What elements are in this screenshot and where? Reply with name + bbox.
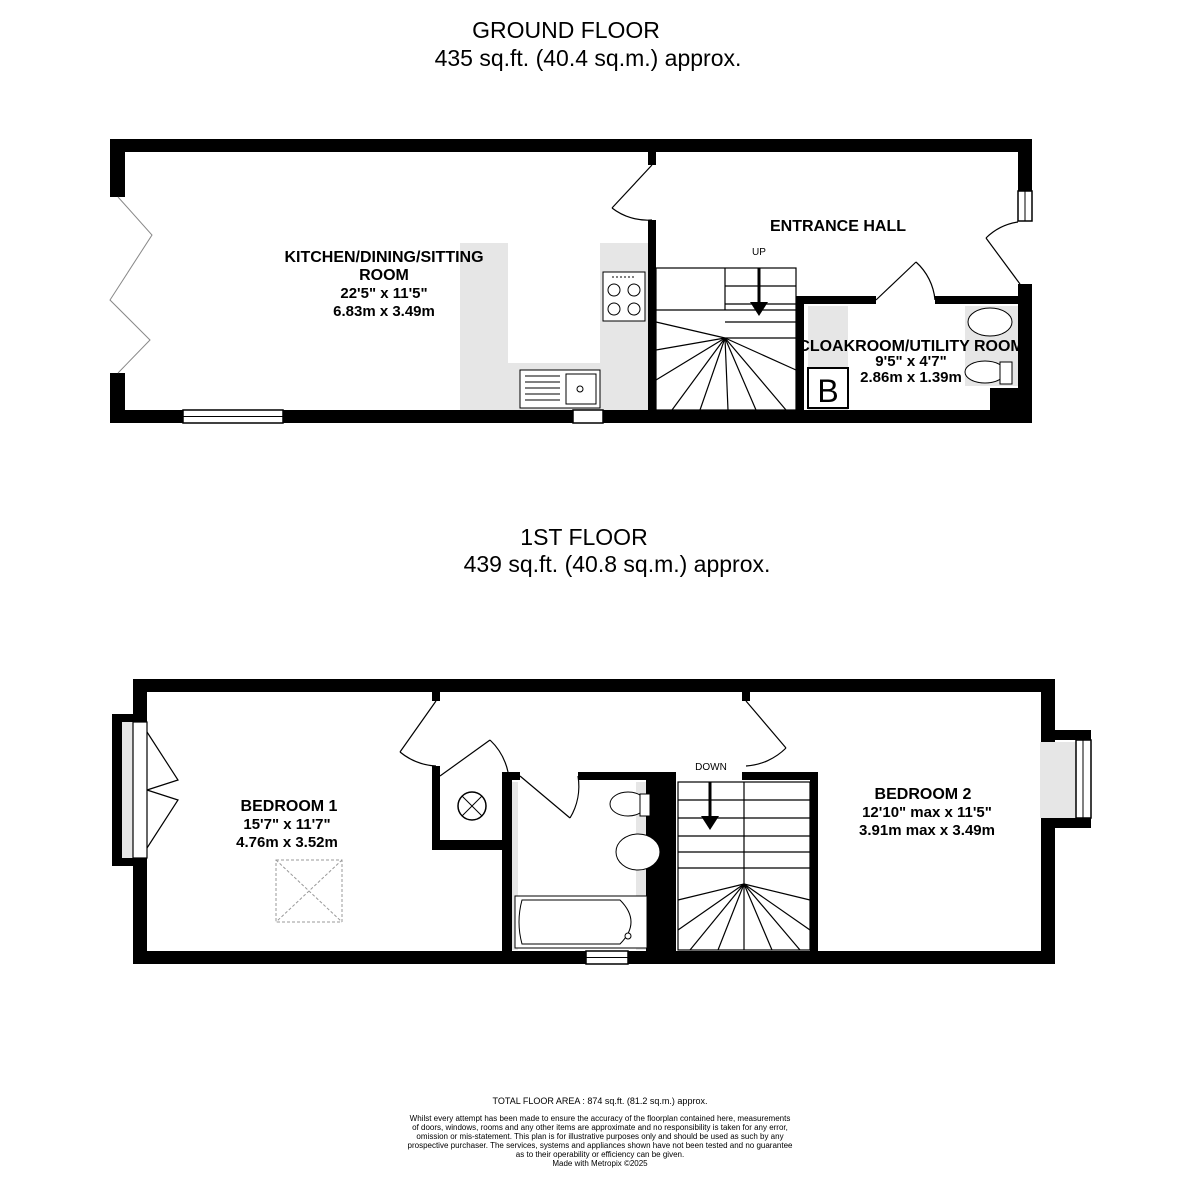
first-floor-plan [112, 679, 1091, 964]
ground-floor-area: 435 sq.ft. (40.4 sq.m.) approx. [434, 45, 742, 71]
metropix-credit: Made with Metropix ©2025 [552, 1159, 648, 1168]
kitchen-sink [520, 370, 600, 408]
balcony-doors [133, 722, 178, 858]
ground-floor-title: GROUND FLOOR [472, 17, 660, 43]
disclaimer-line: prospective purchaser. The services, systems and appliances shown have not been tested and no guarantee [407, 1141, 793, 1150]
disclaimer-line: Whilst every attempt has been made to ensure the accuracy of the floorplan contained here, measurements [409, 1114, 791, 1123]
bifold-doors [110, 197, 152, 373]
balcony [120, 722, 134, 858]
bedroom1-dim-metric: 4.76m x 3.52m [236, 834, 338, 851]
first-top-wall [133, 679, 1055, 692]
bedroom1-dim-imperial: 15'7" x 11'7" [243, 816, 331, 833]
ground-top-wall [110, 139, 1032, 152]
ground-floor-plan [110, 139, 1032, 423]
kitchen-name-line1: KITCHEN/DINING/SITTING [284, 249, 484, 266]
cupboard [458, 792, 486, 820]
first-stairs [678, 782, 810, 950]
disclaimer-line: omission or mis-statement. This plan is for illustrative purposes only and should be used as such by any [416, 1132, 784, 1141]
disclaimer-line: of doors, windows, rooms and any other items are approximate and no responsibility is taken for any error, [412, 1123, 788, 1132]
cooker-hob [603, 272, 645, 321]
kitchen-name-line2: ROOM [359, 267, 409, 284]
cloakroom-dim-imperial: 9'5" x 4'7" [875, 353, 947, 370]
cloakroom-name: CLOAKROOM/UTILITY ROOM [798, 338, 1024, 355]
bay-window-area [1040, 742, 1080, 818]
kitchen-dim-imperial: 22'5" x 11'5" [340, 285, 428, 302]
roof-window [276, 860, 342, 922]
first-stairs-label: DOWN [695, 762, 727, 773]
disclaimer-line: as to their operability or efficiency can be given. [515, 1150, 685, 1159]
ground-stairs-label: UP [752, 247, 766, 258]
boiler-label: B [817, 373, 839, 409]
first-floor-area: 439 sq.ft. (40.8 sq.m.) approx. [463, 551, 771, 577]
bedroom2-dim-metric: 3.91m max x 3.49m [859, 822, 995, 839]
entrance-hall-name: ENTRANCE HALL [770, 218, 906, 235]
bedroom2-dim-imperial: 12'10" max x 11'5" [862, 804, 992, 821]
bedroom2-name: BEDROOM 2 [874, 786, 972, 803]
footer [0, 1097, 1200, 1168]
cloakroom-dim-metric: 2.86m x 1.39m [860, 369, 962, 386]
total-floor-area: TOTAL FLOOR AREA : 874 sq.ft. (81.2 sq.m.) approx. [492, 1096, 708, 1106]
bedroom1-name: BEDROOM 1 [240, 798, 338, 815]
ground-stairs [656, 268, 796, 410]
first-floor-title: 1ST FLOOR [520, 524, 648, 550]
kitchen-dim-metric: 6.83m x 3.49m [333, 303, 435, 320]
